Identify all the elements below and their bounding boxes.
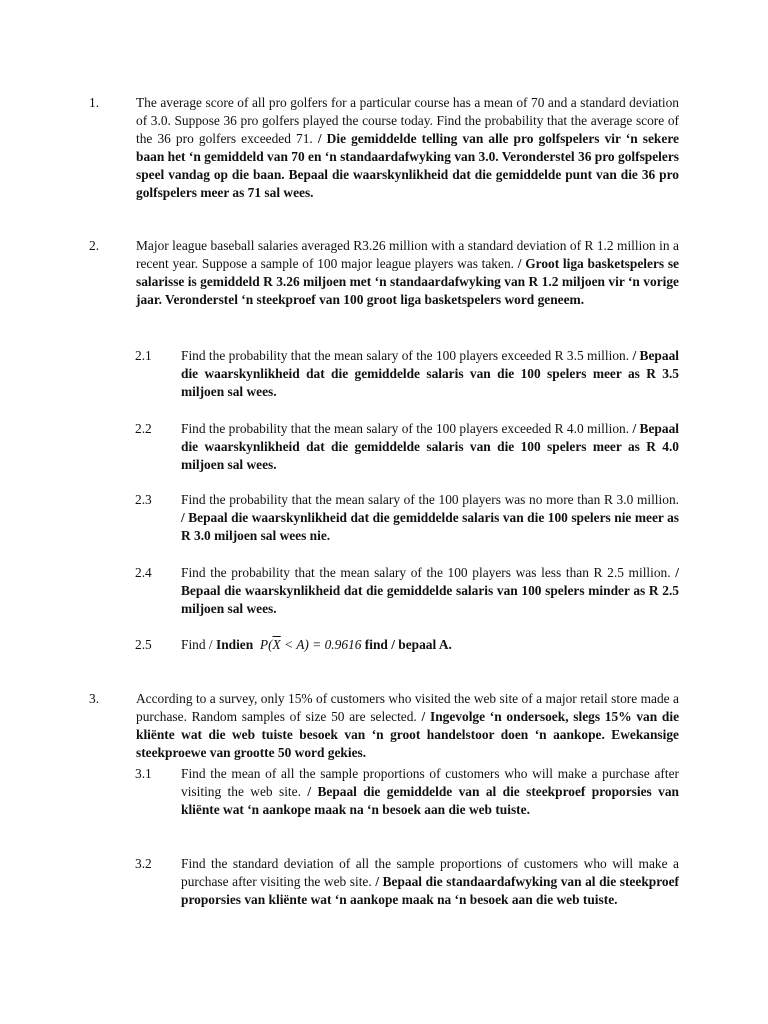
subquestion-3-2: [135, 855, 680, 909]
formula-rest: < A) = 0.9616: [280, 637, 362, 652]
subquestion-english: Find the probability that the mean salary of the 100 players exceeded R 3.5 million.: [181, 348, 630, 363]
subquestion-2-2: [135, 420, 680, 474]
question-english: The average score of all pro golfers for a particular course has a mean of 70 and a standard deviation of 3.0. Suppose 36 pro golfers played the course today. Find the probability that the average score of the 36 pro golfers exceeded 71.: [136, 95, 679, 146]
subquestion-afrikaans: / Bepaal die waarskynlikheid dat die gemiddelde salaris van die 100 spelers meer as R 4.0 miljoen sal wees.: [181, 421, 679, 472]
question-english: Major league baseball salaries averaged R3.26 million with a standard deviation of R 1.2 million in a recent year. Suppose a sample of 100 major league players was taken.: [136, 238, 679, 271]
subquestion-afrikaans: / Bepaal die waarskynlikheid dat die gemiddelde salaris van die 100 spelers nie meer as R 3.0 miljoen sal wees nie.: [181, 510, 679, 543]
question-1: [89, 94, 689, 202]
question-afrikaans: / Ingevolge ‘n ondersoek, slegs 15% van die kliënte wat die web tuiste besoek van ‘n groot handelstoor doen ‘n aankope. Ewekansige steekproewe van grootte 50 word gekies.: [136, 709, 680, 760]
subquestion-number: 2.5: [135, 637, 152, 652]
question-english: According to a survey, only 15% of customers who visited the web site of a major retail store made a purchase. Random samples of size 50 are selected.: [136, 691, 679, 724]
subquestion-text: [181, 564, 679, 618]
question-3: [89, 690, 689, 762]
question-text: [136, 94, 679, 202]
subquestion-instruction: find / bepaal A.: [361, 637, 452, 652]
subquestion-number: 3.2: [135, 856, 152, 871]
subquestion-afrikaans: / Bepaal die standaardafwyking van al die steekproef proporsies van kliënte wat ‘n aankope maak na ‘n besoek aan die web tuiste.: [181, 874, 680, 907]
subquestion-number: 2.2: [135, 421, 152, 436]
subquestion-english: Find the probability that the mean salary of the 100 players exceeded R 4.0 million.: [181, 421, 630, 436]
subquestion-afrikaans: / Bepaal die waarskynlikheid dat die gemiddelde salaris van die 100 spelers meer as R 3.5 miljoen sal wees.: [181, 348, 679, 399]
subquestion-text: [181, 347, 679, 401]
x-bar-symbol: $\overline{X}$: [272, 637, 281, 652]
subquestion-2-5: [135, 636, 680, 654]
subquestion-text: [181, 765, 679, 819]
subquestion-text: [181, 636, 679, 654]
subquestion-afrikaans: / Bepaal die waarskynlikheid dat die gemiddelde salaris van 100 spelers minder as R 2.5 miljoen sal wees.: [181, 565, 679, 616]
question-number: 2.: [89, 238, 100, 253]
subquestion-afrikaans: Indien: [215, 637, 254, 652]
question-text: [136, 237, 679, 309]
question-number: 3.: [89, 691, 100, 706]
subquestion-number: 2.3: [135, 492, 152, 507]
subquestion-text: [181, 855, 679, 909]
subquestion-number: 2.4: [135, 565, 152, 580]
subquestion-number: 3.1: [135, 766, 152, 781]
subquestion-english: Find /: [181, 637, 216, 652]
question-afrikaans: / Die gemiddelde telling van alle pro golfspelers vir ‘n sekere baan het ‘n gemiddeld van 70 en ‘n standaardafwyking van 3.0. Veronderstel 36 pro golfspelers speel vandag op die baan. Bepaal die waarskynlikheid dat die gemiddelde punt van die 36 pro golfspelers meer as 71 sal wees.: [136, 131, 679, 200]
question-number: 1.: [89, 95, 100, 110]
probability-formula: [260, 637, 362, 652]
subquestion-2-4: [135, 564, 680, 618]
subquestion-number: 2.1: [135, 348, 152, 363]
subquestion-english: Find the standard deviation of all the sample proportions of customers who will make a purchase after visiting the web site.: [181, 856, 679, 889]
subquestion-english: Find the probability that the mean salary of the 100 players was less than R 2.5 million.: [181, 565, 671, 580]
subquestion-2-3: [135, 491, 680, 545]
question-afrikaans: / Groot liga basketspelers se salarisse is gemiddeld R 3.26 miljoen met ‘n standaardafwyking van R 1.2 miljoen vir ‘n vorige jaar. Veronderstel ‘n steekproef van 100 groot liga basketspelers word geneem.: [136, 256, 679, 307]
question-2: [89, 237, 689, 309]
subquestion-afrikaans: / Bepaal die gemiddelde van al die steekproef proporsies van kliënte wat ‘n aankope maak na ‘n besoek aan die web tuiste.: [181, 784, 679, 817]
subquestion-3-1: [135, 765, 680, 819]
subquestion-english: Find the probability that the mean salary of the 100 players was no more than R 3.0 million.: [181, 492, 679, 507]
question-text: [136, 690, 679, 762]
subquestion-2-1: [135, 347, 680, 401]
subquestion-text: [181, 491, 679, 545]
formula-p: P(: [259, 637, 273, 652]
subquestion-text: [181, 420, 679, 474]
subquestion-english: Find the mean of all the sample proportions of customers who will make a purchase after visiting the web site.: [181, 766, 679, 799]
